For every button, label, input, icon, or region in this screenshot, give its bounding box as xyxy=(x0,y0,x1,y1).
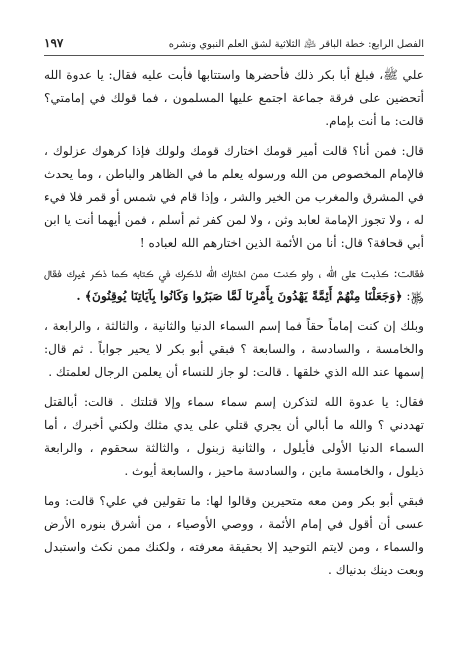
body-text xyxy=(44,64,424,582)
paragraph: وبلك إن كنت إماماً حقاً فما إسم السماء الدنيا والثانية ، والثالثة ، والرابعة ، والخامسة ، والسادسة ، والسابعة ؟ فبقي أبو بكر لا يحير جواباً . ثم قال: إسمها عند الله الذي خلقها . قالت: لو جاز للنساء أن يعلمن الرجال لعلمتك . xyxy=(44,319,424,379)
paragraph: فبقي أبو بكر ومن معه متحيرين وقالوا لها: ما تقولين في علي؟ قالت: وما عسى أن أقول في إمام الأئمة ، ووصي الأوصياء ، من أشرق بنوره الأرض والسماء ، ومن لايتم التوحيد إلا بحقيقة معرفته ، ولكنك ممن نكث واستبدل وبعت دينك بدنياك . xyxy=(44,494,424,577)
paragraph-text: فقالت: كذبت على الله ، ولو كنت ممن اختارك الله لذكرك في كتابه كما ذكر غيرك فقال ﷿: xyxy=(44,266,424,303)
paragraph: فقال: يا عدوة الله لتذكرن إسم سماء سماء وإلا قتلتك . قالت: أبالقتل تهددني ؟ والله ما أبالي أن يجري قتلي على يدي مثلك ولكني أخبرك ، أما السماء الدنيا الأولى فأيلول ، والثانية زبنول ، والثالثة سحقوم ، والرابعة ذيلول ، والخامسة ماين ، والسادسة ماحيز ، والسابعة أيوث . xyxy=(44,395,424,478)
chapter-title: الفصل الرابع: خطة الباقر ﵇ الثلاثية لشق العلم النبوي ونشره xyxy=(168,39,424,50)
paragraph xyxy=(44,262,424,308)
quran-verse: ﴿وَجَعَلْنَا مِنْهُمْ أَئِمَّةً يَهْدُونَ بِأَمْرِنَا لَمَّا صَبَرُوا وَكَانُوا بِآيَاتِنَا يُوقِنُونَ﴾ . xyxy=(76,289,403,303)
page-number: ١٩٧ xyxy=(44,36,64,50)
paragraph: قال: فمن أنا؟ قالت أمير قومك اختارك قومك ولولك فإذا كرهوك عزلوك ، فالإمام المخصوص من الله ورسوله يعلم ما في الظاهر والباطن ، وما يحدث في المشرق والمغرب من الخير والشر ، وإذا قام في شمس أو قمر فلا فيء له ، ولا تجوز الإمامة لعابد وثن ، ولا لمن كفر ثم أسلم ، فمن أيهما أنت يا ابن أبي قحافة؟ قال: أنا من الأئمة الذين اختارهم الله لعباده ! xyxy=(44,144,424,250)
paragraph: علي ﷺ، فبلغ أبا بكر ذلك فأحضرها واستتابها فأبت عليه فقال: يا عدوة الله أتحضين على فرقة جماعة اجتمع عليها المسلمون ، فما قولك في إمامتي؟ قالت: ما أنت بإمام. xyxy=(44,68,424,128)
running-header xyxy=(44,36,424,56)
